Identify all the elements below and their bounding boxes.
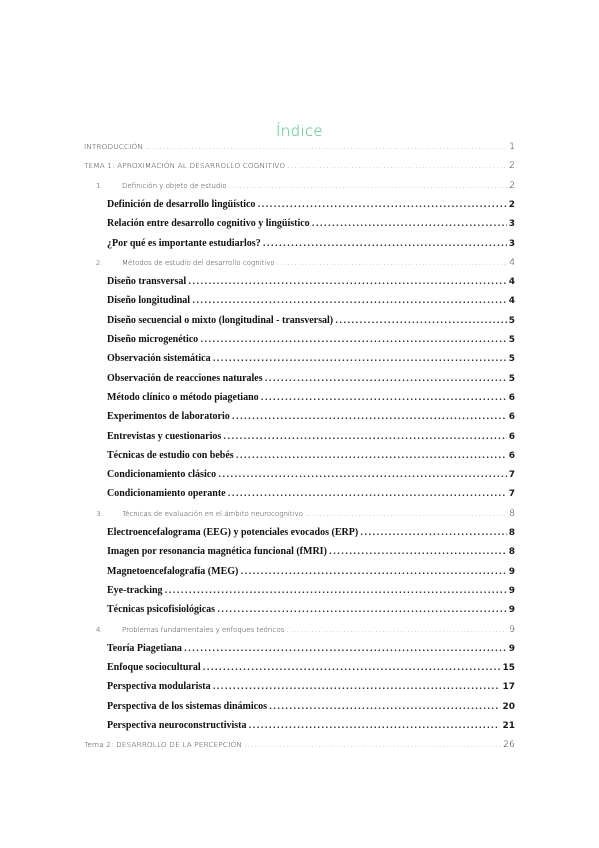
toc-entry-label: Magnetoencefalografía (MEG) <box>107 565 239 577</box>
toc-entry-label: INTRODUCCIÓN <box>84 142 143 151</box>
toc-dot-leader <box>223 429 506 445</box>
toc-page-number: 9 <box>508 585 515 596</box>
toc-dot-leader <box>218 467 507 483</box>
toc-dot-leader <box>145 139 507 155</box>
toc-page-number: 8 <box>508 547 515 558</box>
toc-dot-leader <box>257 197 506 213</box>
toc-entry[interactable] <box>84 139 515 155</box>
toc-page-number: 8 <box>509 508 515 519</box>
toc-entry[interactable] <box>107 351 515 367</box>
toc-entry[interactable] <box>107 660 515 676</box>
toc-page-number: 20 <box>502 701 515 712</box>
toc-entry-label: Imagen por resonancia magnética funcional (fMRI) <box>107 546 327 558</box>
toc-dot-leader <box>277 255 508 271</box>
toc-entry-label: Diseño longitudinal <box>107 295 191 307</box>
toc-entry-number: 4. <box>96 625 103 634</box>
toc-entry-label: Relación entre desarrollo cognitivo y lingüístico <box>107 218 310 230</box>
toc-page-number: 9 <box>509 624 515 635</box>
toc-entry-label <box>96 178 227 194</box>
toc-entry-label <box>96 622 284 638</box>
toc-dot-leader <box>203 660 501 676</box>
toc-page-number: 6 <box>508 450 515 461</box>
toc-page-number: 5 <box>508 354 515 365</box>
toc-entry-label: Método clínico o método piagetiano <box>107 391 259 403</box>
toc-dot-leader <box>165 583 507 599</box>
toc-page-number: 4 <box>509 257 515 268</box>
toc-page-number: 17 <box>502 682 515 693</box>
toc-entry[interactable] <box>107 564 515 580</box>
toc-dot-leader <box>335 313 507 329</box>
toc-entry-text: Problemas fundamentales y enfoques teóricos <box>122 625 285 634</box>
toc-entry[interactable] <box>96 506 515 522</box>
toc-dot-leader <box>200 332 507 348</box>
toc-entry-label: Perspectiva neuroconstructivista <box>107 720 247 731</box>
toc-entry-label: ¿Por qué es importante estudiarlos? <box>107 237 261 249</box>
toc-dot-leader <box>228 486 507 502</box>
toc-page-number: 21 <box>502 721 515 731</box>
toc-page-number: 6 <box>508 392 515 403</box>
toc-entry-label: Condicionamiento operante <box>107 488 226 500</box>
toc-page-number: 6 <box>508 412 515 423</box>
toc-entry-label: Condicionamiento clásico <box>107 469 217 481</box>
toc-entry[interactable] <box>84 158 515 174</box>
toc-page-number: 5 <box>508 373 515 384</box>
toc-dot-leader <box>217 602 507 618</box>
toc-entry[interactable] <box>107 313 515 329</box>
toc-entry-label <box>96 506 303 522</box>
toc-entry[interactable] <box>96 178 515 194</box>
toc-entry[interactable] <box>107 293 515 309</box>
toc-page-number: 9 <box>508 605 515 616</box>
toc-entry[interactable] <box>107 641 515 657</box>
toc-entry[interactable] <box>107 699 515 715</box>
toc-entry[interactable] <box>107 390 515 406</box>
toc-entry[interactable] <box>107 274 515 290</box>
toc-dot-leader <box>229 178 508 194</box>
toc-entry[interactable] <box>107 371 515 387</box>
toc-dot-leader <box>192 293 507 309</box>
toc-page-number: 7 <box>508 470 515 481</box>
toc-dot-leader <box>286 622 507 638</box>
toc-page-number: 9 <box>508 643 515 654</box>
toc-entry-number: 3. <box>96 509 103 518</box>
toc-dot-leader <box>184 641 507 657</box>
toc-page-number: 15 <box>502 663 515 674</box>
toc-entry-label: Experimentos de laboratorio <box>107 411 230 423</box>
toc-entry-number: 1. <box>96 181 103 190</box>
toc-page-number: 6 <box>508 431 515 442</box>
toc-entry[interactable] <box>107 544 515 560</box>
toc-entry[interactable] <box>107 409 515 425</box>
toc-dot-leader <box>188 274 507 290</box>
toc-entry[interactable] <box>107 602 515 618</box>
toc-page-number: 7 <box>508 489 515 500</box>
toc-entry-label: Definición de desarrollo lingüístico <box>107 198 256 210</box>
toc-page-number: 3 <box>508 219 515 230</box>
toc-entry-label: Técnicas de estudio con bebés <box>107 449 234 461</box>
toc-entry-label: Observación sistemática <box>107 353 211 365</box>
toc-entry-text: Técnicas de evaluación en el ámbito neurocognitivo <box>122 509 303 518</box>
toc-entry-label: Enfoque sociocultural <box>107 662 201 674</box>
toc-dot-leader <box>213 679 501 695</box>
toc-page-number: 3 <box>508 238 515 249</box>
toc-entry-label: Observación de reacciones naturales <box>107 372 263 384</box>
toc-entry-label: Electroencefalograma (EEG) y potenciales evocados (ERP) <box>107 527 359 538</box>
toc-entry-number: 2. <box>96 258 103 267</box>
toc-dot-leader <box>329 544 507 560</box>
toc-dot-leader <box>305 506 507 522</box>
toc-entry[interactable] <box>107 486 515 502</box>
toc-page-number: 9 <box>508 566 515 577</box>
toc-entry[interactable] <box>107 429 515 445</box>
toc-entry[interactable] <box>107 197 515 213</box>
toc-dot-leader <box>287 158 507 174</box>
toc-entry[interactable] <box>107 718 515 734</box>
toc-entry[interactable] <box>84 737 515 753</box>
toc-entry[interactable] <box>96 255 515 271</box>
toc-page-number: 2 <box>509 180 515 191</box>
toc-entry-label: Tema 2: DESARROLLO DE LA PERCEPCIÓN <box>84 740 242 750</box>
toc-page-number: 5 <box>508 315 515 326</box>
toc-entry-label: Diseño microgenético <box>107 334 199 345</box>
toc-entry[interactable] <box>107 525 515 541</box>
toc-entry-label: Diseño transversal <box>107 276 187 288</box>
toc-entry-label: Técnicas psicofisiológicas <box>107 604 216 616</box>
toc-page-number: 5 <box>508 335 515 345</box>
toc-dot-leader <box>360 525 507 541</box>
toc-dot-leader <box>269 699 500 715</box>
toc-entry[interactable] <box>107 448 515 464</box>
toc-entry-label: Entrevistas y cuestionarios <box>107 430 222 442</box>
toc-dot-leader <box>213 351 507 367</box>
toc-entry[interactable] <box>96 622 515 638</box>
toc-dot-leader <box>312 216 507 232</box>
toc-entry-text: Métodos de estudio del desarrollo cognitivo <box>122 258 275 267</box>
toc-page-number: 26 <box>503 740 515 751</box>
toc-dot-leader <box>240 564 506 580</box>
toc-page-number: 8 <box>508 528 515 538</box>
toc-entry-label: Perspectiva modularista <box>107 681 211 693</box>
toc-entry-text: Definición y objeto de estudio <box>122 181 227 190</box>
toc-entry[interactable] <box>107 332 515 348</box>
toc-dot-leader <box>236 448 507 464</box>
toc-dot-leader <box>232 409 507 425</box>
toc-page-number: 2 <box>508 199 515 210</box>
toc-entry-label <box>96 255 275 271</box>
toc-entry-label: TEMA 1: APROXIMACIÓN AL DESARROLLO COGNITIVO <box>84 161 286 171</box>
toc-entry-label: Eye-tracking <box>107 584 163 596</box>
toc-entry[interactable] <box>107 236 515 252</box>
toc-dot-leader <box>249 718 501 734</box>
toc-dot-leader <box>244 737 501 753</box>
toc-entry[interactable] <box>107 467 515 483</box>
toc-page-number: 2 <box>509 161 515 172</box>
toc-entry-label: Perspectiva de los sistemas dinámicos <box>107 700 267 712</box>
toc-dot-leader <box>265 371 507 387</box>
toc-entry[interactable] <box>107 216 515 232</box>
page-title: Índice <box>276 122 323 140</box>
toc-dot-leader <box>261 390 507 406</box>
toc-page-number: 4 <box>508 277 515 288</box>
toc-page-number: 1 <box>509 142 515 152</box>
toc-entry-label: Diseño secuencial o mixto (longitudinal - transversal) <box>107 314 334 326</box>
toc-entry-label: Teoría Piagetiana <box>107 642 182 654</box>
toc-page-number: 4 <box>508 296 515 307</box>
toc-dot-leader <box>263 236 507 252</box>
toc-entry[interactable] <box>107 679 515 695</box>
toc-entry[interactable] <box>107 583 515 599</box>
